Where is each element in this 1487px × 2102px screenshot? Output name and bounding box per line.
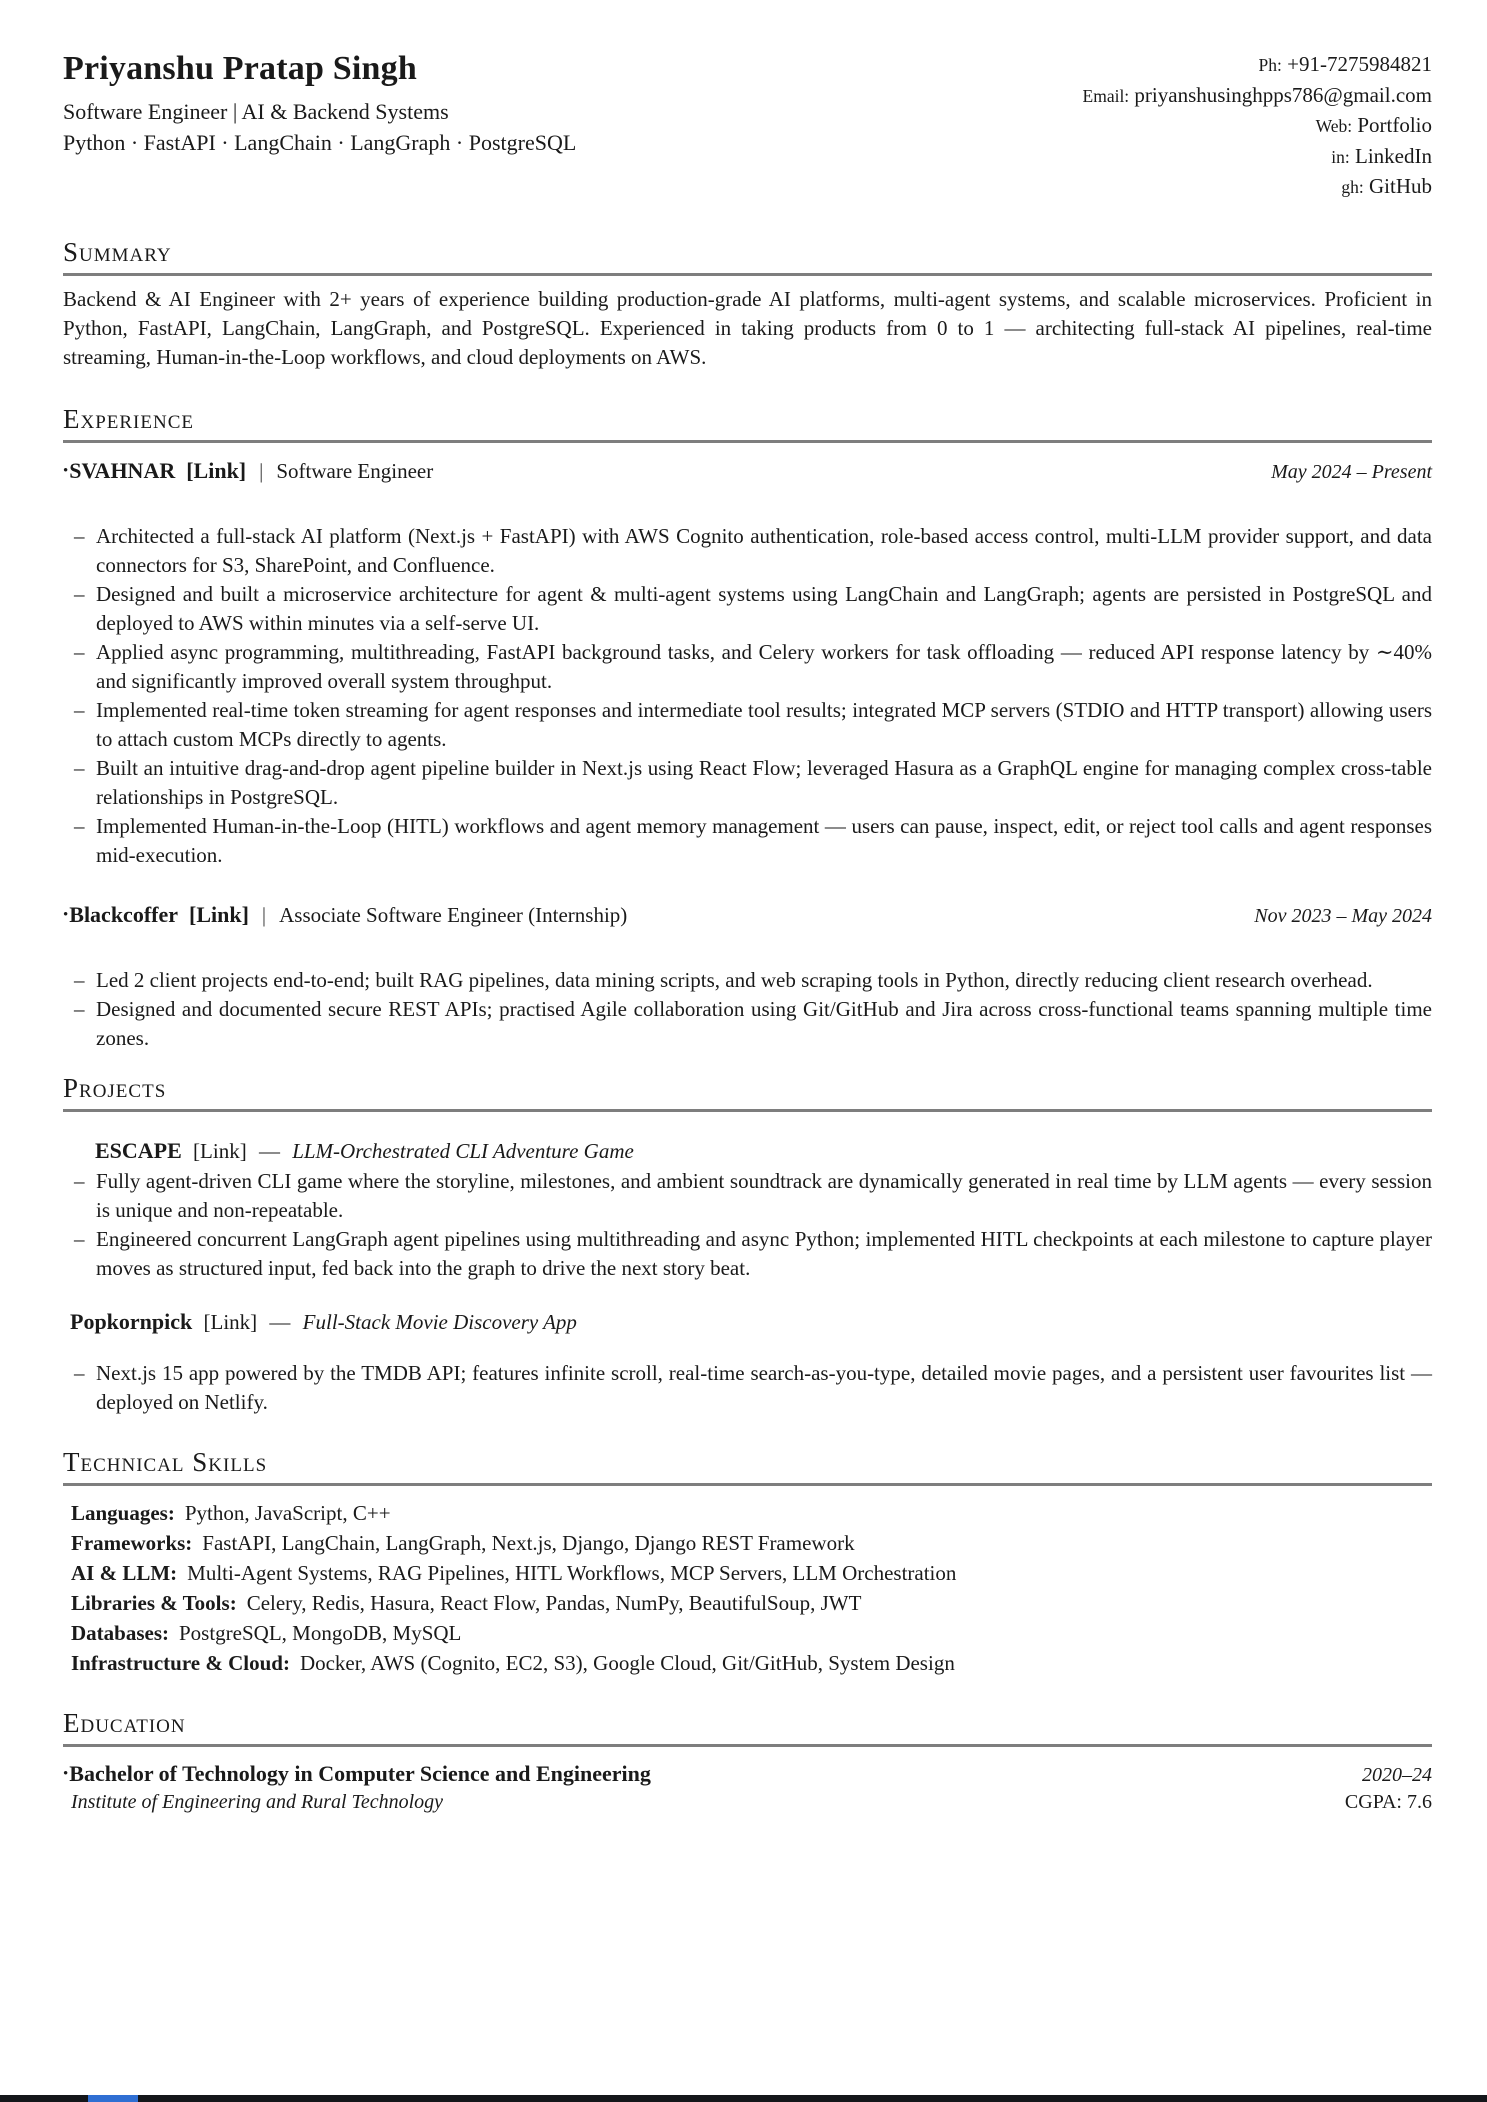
bullet-text: Implemented real-time token streaming for agent responses and intermediate tool results; integrated MCP servers (STDIO and HTTP transport) allowing users to attach custom MCPs directly to agents. [96,697,1432,751]
skill-row-ai-llm [63,1558,1432,1588]
taskbar-accent[interactable] [88,2095,138,2102]
contact-github [1083,172,1432,203]
separator-pipe: | [259,458,264,483]
projects-heading: Projects [63,1073,1432,1112]
bullet-text: Fully agent-driven CLI game where the storyline, milestones, and ambient soundtrack are dynamically generated in real time by LLM agents — every session is unique and non-repeatable. [96,1168,1432,1222]
bullet-point [63,696,1432,754]
contact-email [1083,81,1432,112]
skill-label: Libraries & Tools: [71,1590,237,1615]
section-experience [63,404,1432,1053]
person-name: Priyanshu Pratap Singh [63,50,417,87]
taskbar-sliver [0,2095,1487,2102]
education-heading: Education [63,1708,1432,1747]
escape-link[interactable]: [Link] [193,1138,247,1163]
degree-line [63,1761,651,1787]
dash-marker: – [74,755,85,780]
skill-label: Languages: [71,1500,175,1525]
dash-marker: – [74,639,85,664]
dash-marker: – [74,996,85,1021]
skill-value: Multi-Agent Systems, RAG Pipelines, HITL Workflows, MCP Servers, LLM Orchestration [187,1560,957,1585]
skill-row-languages [63,1498,1432,1528]
dash-marker: – [74,813,85,838]
institute-name: Institute of Engineering and Rural Technology [71,1790,444,1813]
linkedin-label: in: [1331,146,1350,167]
job-title-line [63,458,433,484]
bullet-text: Built an intuitive drag-and-drop agent pipeline builder in Next.js using React Flow; leveraged Hasura as a GraphQL engine for managing complex cross-table relationships in PostgreSQL. [96,755,1432,809]
portfolio-link[interactable]: Portfolio [1357,113,1432,137]
bullet-text: Designed and documented secure REST APIs; practised Agile collaboration using Git/GitHub and Jira across cross-functional teams spanning multiple time zones. [96,996,1432,1050]
svahnar-link[interactable]: [Link] [186,457,247,483]
dash-marker: – [74,1168,85,1193]
cgpa-value: CGPA: 7.6 [1344,1790,1432,1813]
bullet-point [63,812,1432,870]
job-role: Associate Software Engineer (Internship) [279,902,628,927]
bullet-text: Led 2 client projects end-to-end; built RAG pipelines, data mining scripts, and web scraping tools in Python, directly reducing client research overhead. [96,967,1373,992]
skill-value: Python, JavaScript, C++ [184,1500,391,1525]
bullet-point [63,580,1432,638]
dash-marker: – [74,1360,85,1385]
company-name: SVAHNAR [69,457,176,483]
project-header-escape [63,1138,1432,1164]
section-education [63,1708,1432,1814]
project-tagline: Full-Stack Movie Discovery App [302,1309,577,1334]
bullet-text: Architected a full-stack AI platform (Next.js + FastAPI) with AWS Cognito authentication, role-based access control, multi-LLM provider support, and data connectors for S3, SharePoint, and Confluence. [96,523,1432,577]
skill-row-infrastructure [63,1648,1432,1678]
skill-value: Celery, Redis, Hasura, React Flow, Pandas, NumPy, BeautifulSoup, JWT [246,1590,862,1615]
entry-bullet-icon: • [63,462,69,479]
bullet-text: Next.js 15 app powered by the TMDB API; features infinite scroll, real-time search-as-you-type, detailed movie pages, and a persistent user favourites list — deployed on Netlify. [96,1360,1432,1414]
skill-value: PostgreSQL, MongoDB, MySQL [179,1620,462,1645]
section-summary [63,237,1432,372]
dash-marker: – [74,697,85,722]
skills-table [63,1498,1432,1678]
dash-marker: – [74,581,85,606]
contact-phone [1083,50,1432,81]
project-header-popkornpick [63,1309,1432,1335]
education-institute-row [63,1787,1432,1814]
summary-heading: Summary [63,237,1432,276]
resume-header [63,50,1432,203]
education-degree-row [63,1761,1432,1787]
entry-bullet-icon: • [63,906,69,923]
separator-emdash: — [258,1138,280,1163]
github-link[interactable]: GitHub [1369,174,1432,198]
job-header-blackcoffer [63,902,1432,928]
skill-row-databases [63,1618,1432,1648]
skill-value: Docker, AWS (Cognito, EC2, S3), Google Cloud, Git/GitHub, System Design [299,1650,955,1675]
blackcoffer-link[interactable]: [Link] [189,901,249,927]
bullet-point [63,1359,1432,1417]
education-entry [63,1761,1432,1814]
education-dates: 2020–24 [1362,1763,1432,1786]
experience-heading: Experience [63,404,1432,443]
tech-stack-line: Python · FastAPI · LangChain · LangGraph · PostgreSQL [63,130,577,155]
skills-heading: Technical Skills [63,1447,1432,1486]
bullet-point [63,638,1432,696]
popkornpick-link[interactable]: [Link] [203,1309,258,1334]
job-dates: Nov 2023 – May 2024 [1254,904,1432,927]
bullet-text: Implemented Human-in-the-Loop (HITL) workflows and agent memory management — users can pause, inspect, edit, or reject tool calls and agent responses mid-execution. [96,813,1432,867]
project-tagline: LLM-Orchestrated CLI Adventure Game [292,1138,634,1163]
skill-label: Frameworks: [71,1530,193,1555]
summary-text: Backend & AI Engineer with 2+ years of experience building production-grade AI platforms, multi-agent systems, and scalable microservices. Proficient in Python, FastAPI, LangChain, LangGraph, and PostgreSQL. Experienced in taking products from 0 to 1 — architecting full-stack AI pipelines, real-time streaming, Human-in-the-Loop workflows, and cloud deployments on AWS. [63,286,1432,369]
job-header-svahnar [63,458,1432,484]
bullet-point [63,995,1432,1053]
separator-emdash: — [269,1309,291,1334]
bullet-point [63,966,1432,995]
entry-bullet-icon: • [63,1765,69,1782]
email-label: Email: [1082,85,1130,106]
bullet-text: Engineered concurrent LangGraph agent pipelines using multithreading and async Python; implemented HITL checkpoints at each milestone to capture player moves as structured input, fed back into the graph to drive the next story beat. [96,1226,1432,1280]
section-projects [63,1073,1432,1417]
contact-block [1083,50,1432,203]
bullet-point [63,522,1432,580]
project-points-escape [63,1167,1432,1283]
person-title: Software Engineer | AI & Backend Systems [63,99,449,124]
dash-marker: – [74,523,85,548]
linkedin-link[interactable]: LinkedIn [1355,143,1432,168]
web-label: Web: [1315,116,1353,136]
bullet-text: Applied async programming, multithreading, FastAPI background tasks, and Celery workers for task offloading — reduced API response latency by ∼40% and significantly improved overall system throughput. [96,639,1432,693]
email-value[interactable]: priyanshusinghpps786@gmail.com [1134,82,1432,107]
skill-row-frameworks [63,1528,1432,1558]
contact-linkedin [1083,142,1432,173]
section-skills [63,1447,1432,1678]
header-identity [63,50,576,158]
job-dates: May 2024 – Present [1271,460,1432,483]
project-name: Popkornpick [70,1308,193,1334]
skill-value: FastAPI, LangChain, LangGraph, Next.js, Django, Django REST Framework [202,1530,855,1555]
dash-marker: – [74,1226,85,1251]
company-name: Blackcoffer [69,901,178,927]
degree-name: Bachelor of Technology in Computer Science and Engineering [69,1760,651,1786]
skill-row-libraries-tools [63,1588,1432,1618]
contact-web [1083,111,1432,142]
bullet-point [63,1167,1432,1225]
phone-value: +91-7275984821 [1287,52,1432,76]
bullet-text: Designed and built a microservice architecture for agent & multi-agent systems using LangChain and LangGraph; agents are persisted in PostgreSQL and deployed to AWS within minutes via a self-serve UI. [96,581,1432,635]
skill-label: Infrastructure & Cloud: [71,1650,290,1675]
phone-label: Ph: [1258,55,1282,75]
bullet-point [63,754,1432,812]
job-points-blackcoffer [63,966,1432,1053]
skill-label: AI & LLM: [71,1560,178,1585]
job-role: Software Engineer [276,458,434,483]
github-label: gh: [1341,177,1364,197]
skill-label: Databases: [71,1620,169,1645]
project-points-popkornpick [63,1359,1432,1417]
project-name: ESCAPE [95,1137,182,1163]
job-title-line [63,902,627,928]
job-points-svahnar [63,522,1432,870]
bullet-point [63,1225,1432,1283]
dash-marker: – [74,967,85,992]
separator-pipe: | [261,902,267,927]
